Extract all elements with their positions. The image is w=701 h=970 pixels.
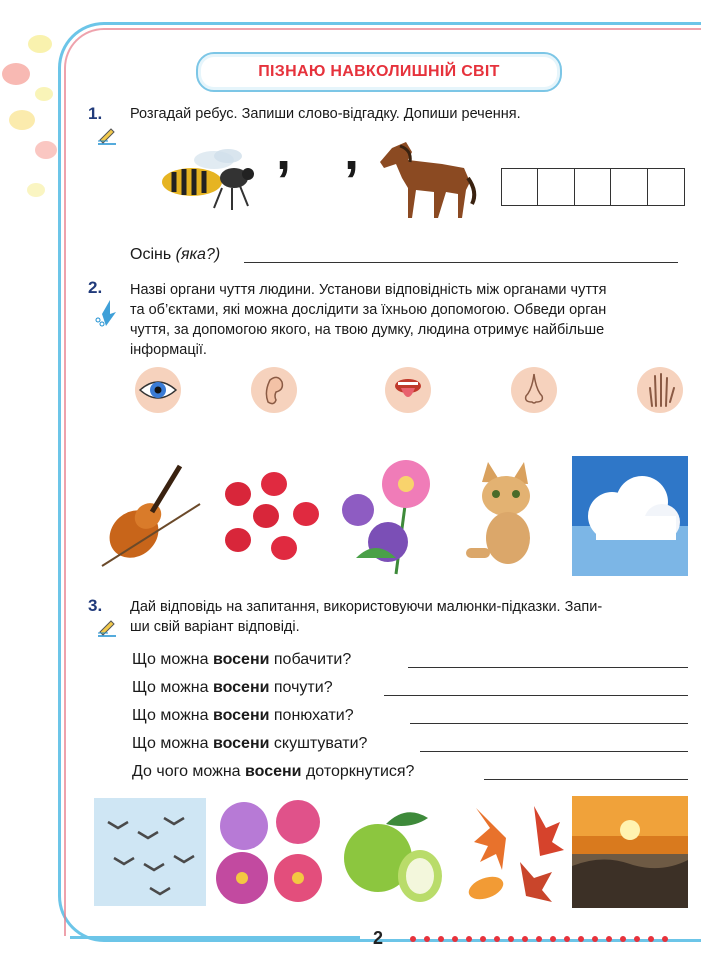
- question-hear: Що можна восени почути?: [132, 679, 333, 696]
- letter-box[interactable]: [574, 168, 612, 206]
- sentence-answer-line[interactable]: [244, 262, 678, 263]
- question-smell: Що можна восени понюхати?: [132, 707, 354, 724]
- page-title: ПІЗНАЮ НАВКОЛИШНІЙ СВІТ: [258, 63, 500, 80]
- task2-line-4: інформації.: [130, 342, 207, 358]
- letter-box[interactable]: [501, 168, 539, 206]
- task-number: 2.: [88, 278, 103, 297]
- sentence-hint: (яка?): [175, 246, 221, 263]
- ear-icon[interactable]: [250, 366, 298, 414]
- migrating-birds-image: [94, 798, 206, 906]
- cloud-sky-image: [572, 456, 688, 576]
- autumn-leaves-image: [456, 798, 566, 908]
- letter-box[interactable]: [610, 168, 648, 206]
- aster-flowers-image: [336, 458, 452, 576]
- rebus-comma-2: ,: [344, 121, 360, 181]
- answer-line-touch[interactable]: [484, 779, 688, 780]
- letter-box[interactable]: [537, 168, 575, 206]
- task-number: 1.: [88, 104, 103, 123]
- pencil-icon: [96, 124, 118, 146]
- footer-rule: [70, 936, 360, 939]
- task-number: 3.: [88, 596, 103, 615]
- task2-line-1: Назві органи чуття людини. Установи відповідність між органами чуття: [130, 282, 607, 298]
- task-instruction: Розгадай ребус. Запиши слово-відгадку. Допиши речення.: [130, 106, 521, 122]
- raspberries-image: [220, 470, 324, 562]
- task3-line-1: Дай відповідь на запитання, використовуючи малюнки-підказки. Запи-: [130, 599, 603, 615]
- answer-letter-boxes[interactable]: [502, 168, 685, 206]
- question-see: Що можна восени побачити?: [132, 651, 352, 668]
- answer-line-hear[interactable]: [384, 695, 688, 696]
- autumn-sunset-landscape-image: [572, 796, 688, 908]
- question-taste: Що можна восени скуштувати?: [132, 735, 368, 752]
- page-number: 2: [373, 928, 384, 948]
- autumn-flowers-image: [214, 798, 330, 908]
- horse-image: [372, 138, 482, 220]
- answer-line-see[interactable]: [408, 667, 688, 668]
- sentence-prompt: [130, 245, 220, 265]
- letter-box[interactable]: [647, 168, 685, 206]
- wasp-image: [152, 142, 258, 216]
- question-touch: До чого можна восени доторкнутися?: [132, 763, 415, 780]
- task3-line-2: ши свій варіант відповіді.: [130, 619, 300, 635]
- footer-dots-decoration: [410, 936, 668, 942]
- answer-line-taste[interactable]: [420, 751, 688, 752]
- tongue-icon[interactable]: [384, 366, 432, 414]
- sentence-start: Осінь: [130, 246, 172, 263]
- task2-line-3: чуття, за допомогою якого, на твою думку, людина отримує найбільше: [130, 322, 605, 338]
- green-apples-image: [336, 800, 444, 908]
- kitten-image: [462, 460, 548, 572]
- hand-pointer-icon: [92, 298, 120, 328]
- violin-image: [96, 458, 208, 570]
- hand-icon[interactable]: [636, 366, 684, 414]
- page-title-pill: [196, 52, 562, 92]
- task2-line-2: та об’єктами, які можна дослідити за їхньою допомогою. Обведи орган: [130, 302, 607, 318]
- answer-line-smell[interactable]: [410, 723, 688, 724]
- pencil-icon: [96, 616, 118, 638]
- nose-icon[interactable]: [510, 366, 558, 414]
- eye-icon[interactable]: [134, 366, 182, 414]
- rebus-comma-1: ,: [276, 121, 292, 181]
- autumn-leaves-decoration: [0, 30, 62, 270]
